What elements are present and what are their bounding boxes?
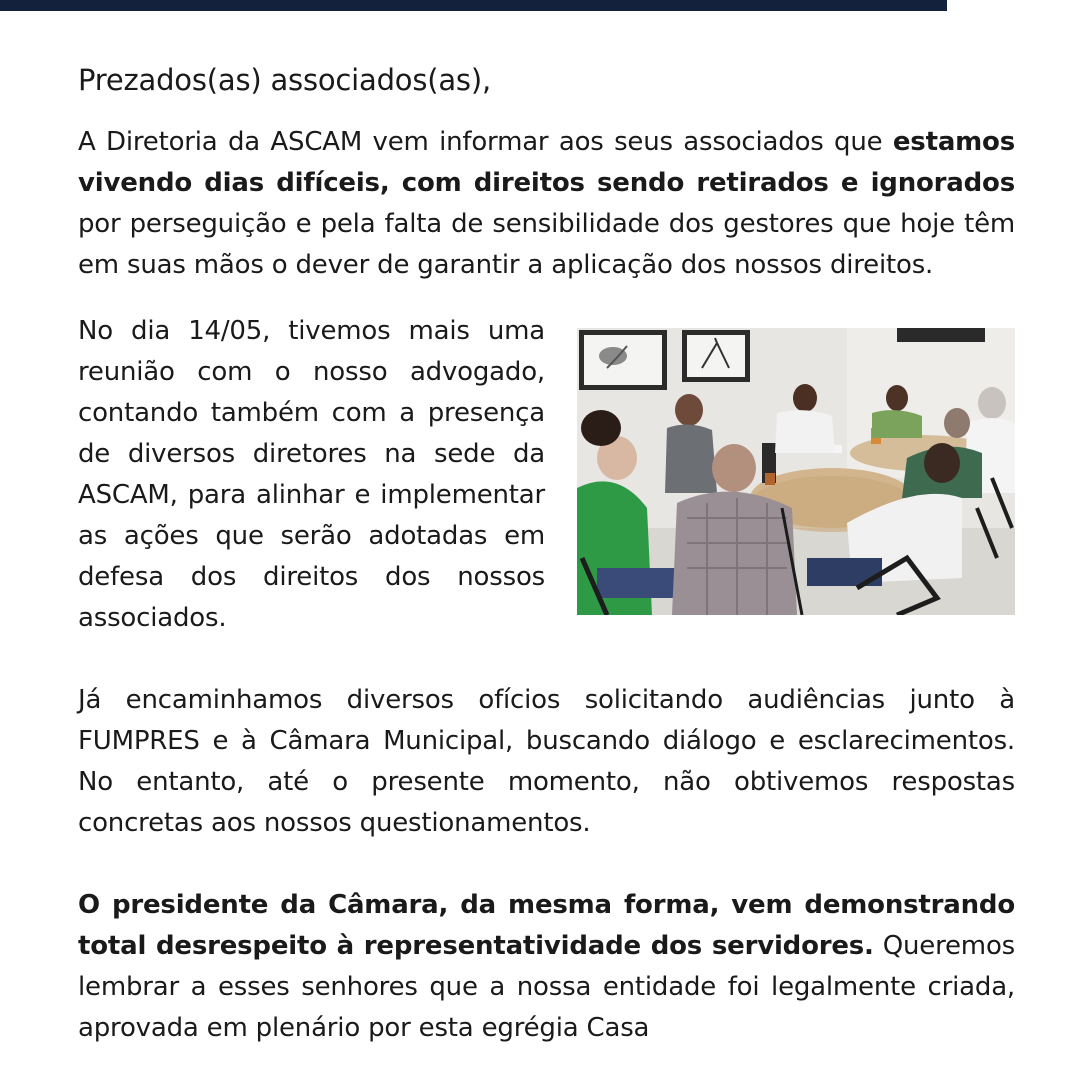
paragraph-1-intro: A Diretoria da ASCAM vem informar aos seus associados que <box>78 127 893 157</box>
paragraph-1-emphasis: estamos vivendo dias difíceis, com direitos sendo retirados e ignorados <box>78 127 1015 198</box>
paragraph-1 <box>78 122 1015 286</box>
greeting: Prezados(as) associados(as), <box>78 63 491 97</box>
paragraph-4-rest: Queremos lembrar a esses senhores que a nossa entidade foi legalmente criada, aprovada em plenário por esta egrégia Casa <box>78 931 1015 1043</box>
top-bar <box>0 0 947 11</box>
meeting-photo <box>577 328 1015 615</box>
paragraph-3: Já encaminhamos diversos ofícios solicitando audiências junto à FUMPRES e à Câmara Municipal, buscando diálogo e esclarecimentos. No entanto, até o presente momento, não obtivemos respostas concretas aos nossos questionamentos. <box>78 685 1015 838</box>
paragraph-4-emphasis: O presidente da Câmara, da mesma forma, vem demonstrando total desrespeito à representatividade dos servidores. <box>78 890 1015 961</box>
paragraph-1-rest: por perseguição e pela falta de sensibilidade dos gestores que hoje têm em suas mãos o dever de garantir a aplicação dos nossos direitos. <box>78 209 1015 280</box>
paragraph-2: No dia 14/05, tivemos mais uma reunião com o nosso advogado, contando também com a presença de diversos diretores na sede da ASCAM, para alinhar e implementar as ações que serão adotadas em defesa dos direitos dos nossos associados. <box>78 316 545 633</box>
meeting-section <box>78 311 1015 639</box>
paragraph-4 <box>78 885 1015 1049</box>
letter-body <box>78 58 1015 1049</box>
